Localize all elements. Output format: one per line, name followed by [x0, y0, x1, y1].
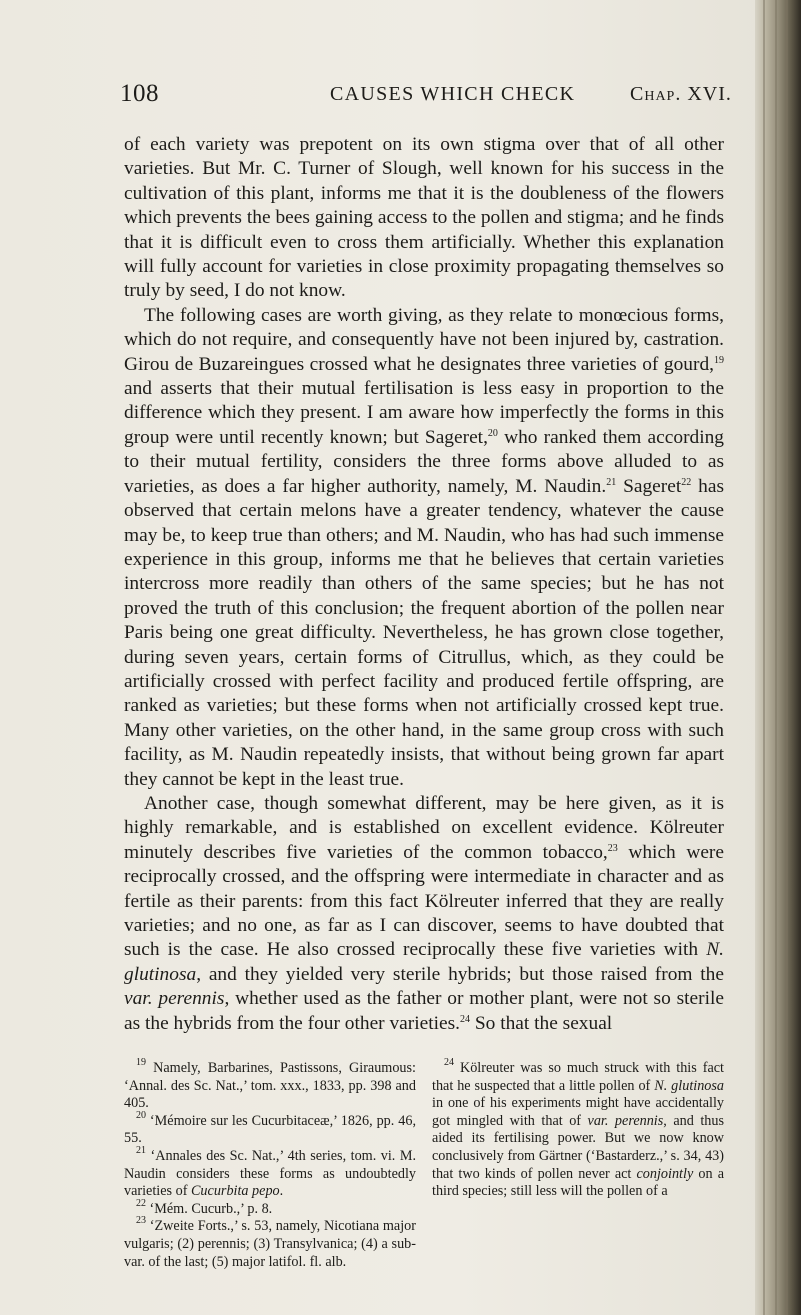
footnote: $^{20}$ ‘Mémoire sur les Cucurbitaceæ,’ 1826, pp. 46, 55.	[124, 1109, 416, 1147]
footnote-ref: 21	[606, 476, 617, 488]
book-edge	[755, 0, 801, 1315]
body-text	[124, 133, 724, 1036]
paragraph: The following cases are worth giving, as they relate to monœcious forms, which do not require, and consequently have not been injured by, castration. Girou de Buzareingues crossed what he designates three varieties of gourd,$^{19}$ and asserts that their mutual fertilisation is less easy in proportion to the difference which they present. I am aware how imperfectly the forms in this group were until recently known; but Sageret,$^{20}$ who ranked them according to their mutual fertility, considers the three forms above alluded to as varieties, as does a far higher authority, namely, M. Naudin.$^{21}$ Sageret$^{22}$ has observed that certain melons have a greater tendency, whatever the cause may be, to keep true than others; and M. Naudin, who has had such immense experience in this group, informs me that he believes that certain varieties intercross more readily than others of the same species; but he has not proved the truth of this conclusion; the frequent abortion of the pollen near Paris being one great difficulty. Nevertheless, he has grown close together, during seven years, certain forms of Citrullus, which, as they could be artificially crossed with perfect facility and produced fertile offspring, are ranked as varieties; but these forms when not artificially crossed kept true. Many other varieties, on the other hand, in the same group cross with such facility, as M. Naudin repeatedly insists, that without being grown far apart they cannot be kept in the least true.	[124, 304, 724, 790]
footnote-ref: 20	[487, 427, 498, 439]
page-edge-line	[775, 0, 777, 1315]
footnote-ref: 24	[460, 1013, 471, 1025]
footnote: $^{22}$ ‘Mém. Cucurb.,’ p. 8.	[136, 1197, 273, 1217]
footnote: $^{24}$ Kölreuter was so much struck with this fact that he suspected that a little pollen of N. glutinosa in one of his experiments might have accidentally got mingled with that of var. perennis, and thus aided its fertilising power. But we now know conclusively from Gärtner (‘Bastarderz.,’ s. 34, 43) that two kinds of pollen never act conjointly on a third species; still less will the pollen of a	[432, 1057, 725, 1200]
footnote: $^{23}$ ‘Zweite Forts.,’ s. 53, namely, Nicotiana major vulgaris; (2) perennis; (3) Transylvanica; (4) a sub-var. of the last; (5) major latifol. fl. alb.	[124, 1215, 416, 1270]
footnotes	[124, 1057, 725, 1290]
page-number: 108	[120, 80, 159, 107]
page-header	[0, 80, 735, 116]
footnote-ref: 22	[681, 476, 692, 488]
running-title: CAUSES WHICH CHECK	[330, 83, 576, 105]
page-edge-line	[763, 0, 765, 1315]
footnote: $^{21}$ ‘Annales des Sc. Nat.,’ 4th series, tom. vi. M. Naudin considers these forms as undoubtedly varieties of Cucurbita pepo.	[124, 1144, 416, 1200]
chapter-label: Chap. XVI.	[630, 83, 732, 105]
footnote-column-left	[124, 1057, 416, 1290]
paragraph: of each variety was prepotent on its own stigma over that of all other varieties. But Mr. C. Turner of Slough, well known for his success in the cultivation of this plant, informs me that it is the doubleness of the flowers which prevents the bees gaining access to the pollen and stigma; and he finds that it is difficult even to cross them artificially. Whether this explanation will fully account for varieties in close proximity propagating themselves so truly by seed, I do not know.	[124, 134, 724, 302]
footnote-ref: 19	[714, 354, 724, 366]
footnote: $^{19}$ Namely, Barbarines, Pastissons, Giraumous: ‘Annal. des Sc. Nat.,’ tom. xxx., 1833, pp. 398 and 405.	[124, 1057, 416, 1112]
page-edge-line	[786, 0, 788, 1315]
footnote-column-right	[432, 1057, 725, 1290]
paragraph: Another case, though somewhat different, may be here given, as it is highly remarkable, and is established on excellent evidence. Kölreuter minutely describes five varieties of the common tobacco,$^{23}$ which were reciprocally crossed, and the offspring were intermediate in character and as fertile as their parents: from this fact Kölreuter inferred that they are really varieties; and no one, as far as I can discover, seems to have doubted that such is the case. He also crossed reciprocally these five varieties with N. glutinosa, and they yielded very sterile hybrids; but those raised from the var. perennis, whether used as the father or mother plant, were not so sterile as the hybrids from the four other varieties.$^{24}$ So that the sexual	[124, 792, 724, 1034]
footnote-ref: 23	[607, 842, 618, 854]
